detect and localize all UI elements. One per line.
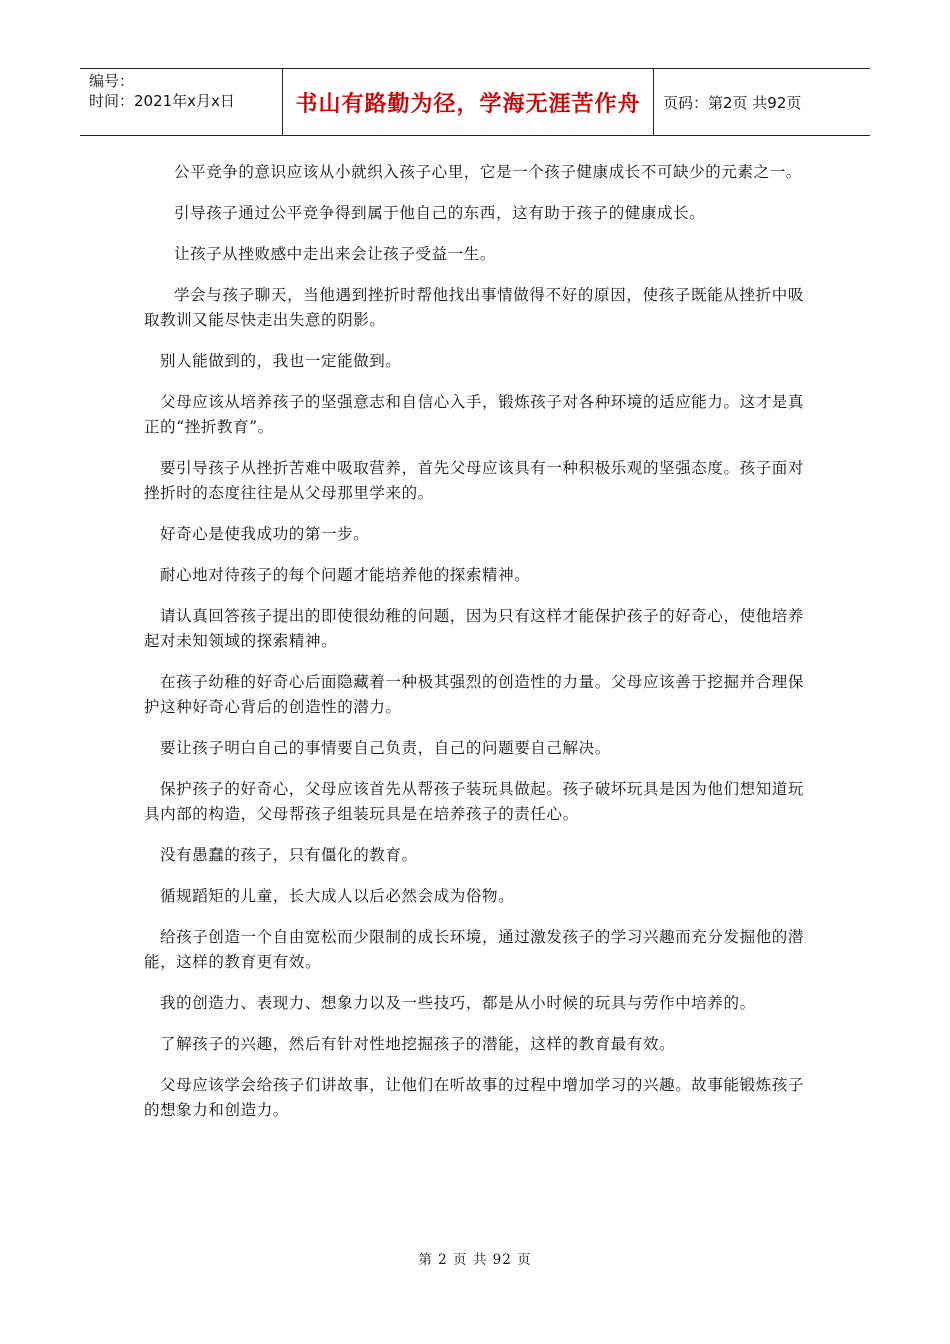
body-paragraph: 别人能做到的，我也一定能做到。 bbox=[160, 352, 402, 370]
body-paragraph: 父母应该从培养孩子的坚强意志和自信心入手，锻炼孩子对各种环境的适应能力。这才是真正的“挫折教育”。 bbox=[144, 393, 805, 436]
header-page-info: 页码：第2页 共92页 bbox=[663, 93, 802, 112]
body-paragraph: 保护孩子的好奇心，父母应该首先从帮孩子装玩具做起。孩子破坏玩具是因为他们想知道玩具内部的构造，父母帮孩子组装玩具是在培养孩子的责任心。 bbox=[144, 780, 805, 823]
header-motto: 书山有路勤为径，学海无涯苦作舟 bbox=[295, 91, 641, 117]
header-meta bbox=[80, 69, 282, 135]
document-date: 时间：2021年x月x日 bbox=[89, 92, 235, 110]
page-footer: 第 2 页 共 92 页 bbox=[418, 1252, 532, 1268]
body-paragraph: 请认真回答孩子提出的即使很幼稚的问题，因为只有这样才能保护孩子的好奇心，使他培养起对未知领域的探索精神。 bbox=[144, 607, 805, 650]
header-motto-cell bbox=[282, 69, 654, 135]
body-paragraph: 父母应该学会给孩子们讲故事，让他们在听故事的过程中增加学习的兴趣。故事能锻炼孩子的想象力和创造力。 bbox=[144, 1076, 805, 1119]
header-page-cell bbox=[654, 69, 870, 135]
document-body bbox=[144, 160, 804, 1139]
body-paragraph: 在孩子幼稚的好奇心后面隐藏着一种极其强烈的创造性的力量。父母应该善于挖掘并合理保护这种好奇心背后的创造性的潜力。 bbox=[144, 673, 805, 716]
body-paragraph: 没有愚蠢的孩子，只有僵化的教育。 bbox=[160, 846, 418, 864]
body-paragraph: 好奇心是使我成功的第一步。 bbox=[160, 525, 370, 543]
body-paragraph: 公平竞争的意识应该从小就织入孩子心里，它是一个孩子健康成长不可缺少的元素之一。 bbox=[174, 163, 802, 181]
body-paragraph: 我的创造力、表现力、想象力以及一些技巧，都是从小时候的玩具与劳作中培养的。 bbox=[160, 994, 756, 1012]
document-number-label: 编号： bbox=[89, 72, 135, 90]
body-paragraph: 要让孩子明白自己的事情要自己负责，自己的问题要自己解决。 bbox=[160, 739, 611, 757]
body-paragraph: 循规蹈矩的儿童，长大成人以后必然会成为俗物。 bbox=[160, 887, 515, 905]
body-paragraph: 让孩子从挫败感中走出来会让孩子受益一生。 bbox=[174, 245, 497, 263]
body-paragraph: 学会与孩子聊天，当他遇到挫折时帮他找出事情做得不好的原因，使孩子既能从挫折中吸取教训又能尽快走出失意的阴影。 bbox=[144, 286, 804, 329]
body-paragraph: 耐心地对待孩子的每个问题才能培养他的探索精神。 bbox=[160, 566, 531, 584]
body-paragraph: 给孩子创造一个自由宽松而少限制的成长环境，通过激发孩子的学习兴趣而充分发掘他的潜能，这样的教育更有效。 bbox=[144, 928, 805, 971]
body-paragraph: 引导孩子通过公平竞争得到属于他自己的东西，这有助于孩子的健康成长。 bbox=[174, 204, 706, 222]
body-paragraph: 要引导孩子从挫折苦难中吸取营养，首先父母应该具有一种积极乐观的坚强态度。孩子面对挫折时的态度往往是从父母那里学来的。 bbox=[144, 459, 805, 502]
body-paragraph: 了解孩子的兴趣，然后有针对性地挖掘孩子的潜能，这样的教育最有效。 bbox=[160, 1035, 676, 1053]
page-header bbox=[80, 68, 870, 136]
